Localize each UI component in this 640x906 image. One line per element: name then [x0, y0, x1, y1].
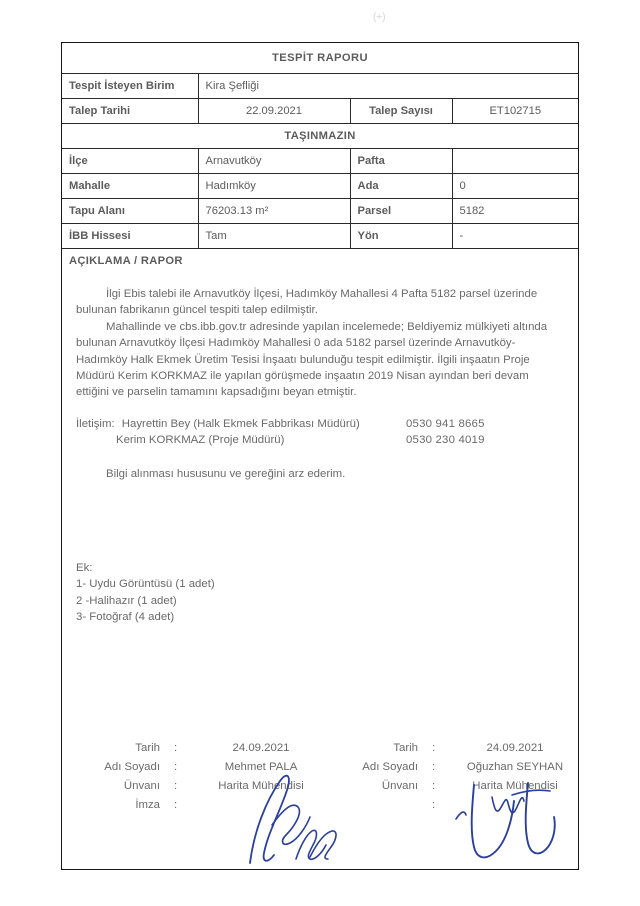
contact-name-2: Kerim KORKMAZ (Proje Müdürü): [116, 434, 285, 447]
signature-row-name: [320, 758, 578, 777]
table-row-request-date: [62, 98, 578, 123]
label-tapu-alani: Tapu Alanı: [62, 198, 198, 223]
table-row-ibb-hissesi: [62, 223, 578, 248]
colon-left-1: :: [174, 742, 178, 754]
colon-left-3: :: [174, 780, 178, 792]
table-row-ilce: [62, 148, 578, 173]
label-tarih-right: Tarih: [393, 742, 418, 754]
value-unvani-left: Harita Mühendisi: [218, 780, 304, 792]
table-row-tapu-alani: [62, 198, 578, 223]
signature-row-date: [320, 739, 578, 758]
value-talep-tarihi: 22.09.2021: [198, 98, 350, 123]
value-talep-sayisi: ET102715: [452, 98, 578, 123]
table-row-requesting-unit: [62, 73, 578, 98]
table-row-mahalle: [62, 173, 578, 198]
contact-phone-1: 0530 941 8665: [406, 417, 485, 430]
signature-row-title: [320, 777, 578, 796]
label-ilce: İlçe: [62, 148, 198, 173]
value-pafta: [452, 148, 578, 173]
label-talep-sayisi: Talep Sayısı: [350, 98, 452, 123]
contact-row: [76, 432, 564, 448]
page-title: TESPİT RAPORU: [62, 43, 578, 73]
attachment-item: 2 -Halihazır (1 adet): [76, 594, 177, 607]
contact-block: [76, 416, 564, 449]
signature-column-right: [320, 739, 578, 815]
value-mahalle: Hadımköy: [198, 173, 350, 198]
label-tespit-isteyen-birim: Tespit İsteyen Birim: [62, 73, 198, 98]
colon-right-4: :: [432, 799, 436, 811]
document-table: [62, 43, 578, 273]
section-header-tasinmazin: TAŞINMAZIN: [62, 123, 578, 148]
label-unvani-left: Ünvanı: [123, 780, 160, 792]
signature-row-date: [62, 739, 320, 758]
value-tarih-right: 24.09.2021: [486, 742, 544, 754]
report-paragraph-2: Mahallinde ve cbs.ibb.gov.tr adresinde yapılan incelemede; Beldiyemiz mülkiyeti altında bulunan Arnavutköy İlçesi Hadımköy Mahallesi 0 ada 5182 parsel üzerinde Arnavutköy-Hadımköy Halk Ekmek Üretim Tesisi İnşaatı bulunduğu tespit edilmiştir. İlgili inşaatın Proje Müdürü Kerim KORKMAZ ile yapılan görüşmede inşaatın 2019 Nisan ayından beri devam ettiğini ve parselin tamamını kapsadığını beyan etmiştir.: [76, 320, 548, 399]
label-adi-soyadi-left: Adı Soyadı: [104, 761, 160, 773]
attachment-item: 3- Fotoğraf (4 adet): [76, 611, 175, 624]
value-tarih-left: 24.09.2021: [232, 742, 290, 754]
colon-right-1: :: [432, 742, 436, 754]
colon-right-3: :: [432, 780, 436, 792]
label-ada: Ada: [350, 173, 452, 198]
attachments-label: Ek:: [76, 562, 93, 574]
label-imza-left: İmza: [135, 799, 160, 811]
value-parsel: 5182: [452, 198, 578, 223]
report-paragraph-1: İlgi Ebis talebi ile Arnavutköy İlçesi, Hadımköy Mahallesi 4 Pafta 5182 parsel üzerinde bulunan fabrikanın güncel tespiti talep edilmiştir.: [76, 288, 538, 317]
label-mahalle: Mahalle: [62, 173, 198, 198]
document-page: [61, 42, 579, 870]
colon-left-2: :: [174, 761, 178, 773]
signature-row-imza: [62, 796, 320, 815]
value-yon: -: [452, 223, 578, 248]
label-ibb-hissesi: İBB Hissesi: [62, 223, 198, 248]
contact-row: [76, 416, 564, 432]
contact-label: İletişim:: [76, 417, 115, 430]
label-parsel: Parsel: [350, 198, 452, 223]
colon-left-4: :: [174, 799, 178, 811]
value-ibb-hissesi: Tam: [198, 223, 350, 248]
value-ada: 0: [452, 173, 578, 198]
table-row-report-header: [62, 248, 578, 273]
label-unvani-right: Ünvanı: [381, 780, 418, 792]
value-tapu-alani: 76203.13 m²: [198, 198, 350, 223]
value-ilce: Arnavutköy: [198, 148, 350, 173]
report-body: [62, 273, 578, 482]
value-unvani-right: Harita Mühendisi: [472, 780, 558, 792]
label-yon: Yön: [350, 223, 452, 248]
colon-right-2: :: [432, 761, 436, 773]
label-adi-soyadi-right: Adı Soyadı: [362, 761, 418, 773]
value-tespit-isteyen-birim: Kira Şefliği: [198, 73, 578, 98]
attachment-item: 1- Uydu Görüntüsü (1 adet): [76, 578, 215, 591]
signature-block: [62, 739, 578, 815]
section-header-aciklama-rapor: AÇIKLAMA / RAPOR: [62, 248, 578, 273]
contact-phone-2: 0530 230 4019: [406, 434, 485, 447]
attachments-block: [76, 560, 215, 626]
value-adi-soyadi-right: Oğuzhan SEYHAN: [466, 761, 564, 773]
signature-row-name: [62, 758, 320, 777]
contact-name-1: Hayrettin Bey (Halk Ekmek Fabbrikası Müdürü): [121, 417, 360, 430]
signature-row-title: [62, 777, 320, 796]
closing-statement: Bilgi alınması hususunu ve gereğini arz ederim.: [106, 467, 346, 480]
label-pafta: Pafta: [350, 148, 452, 173]
table-row-section-header: [62, 123, 578, 148]
value-adi-soyadi-left: Mehmet PALA: [224, 761, 298, 773]
label-tarih-left: Tarih: [135, 742, 160, 754]
signature-column-left: [62, 739, 320, 815]
scan-artifact-mark: (+): [372, 11, 386, 23]
table-row-title: [62, 43, 578, 73]
label-talep-tarihi: Talep Tarihi: [62, 98, 198, 123]
signature-row-imza: [320, 796, 578, 815]
